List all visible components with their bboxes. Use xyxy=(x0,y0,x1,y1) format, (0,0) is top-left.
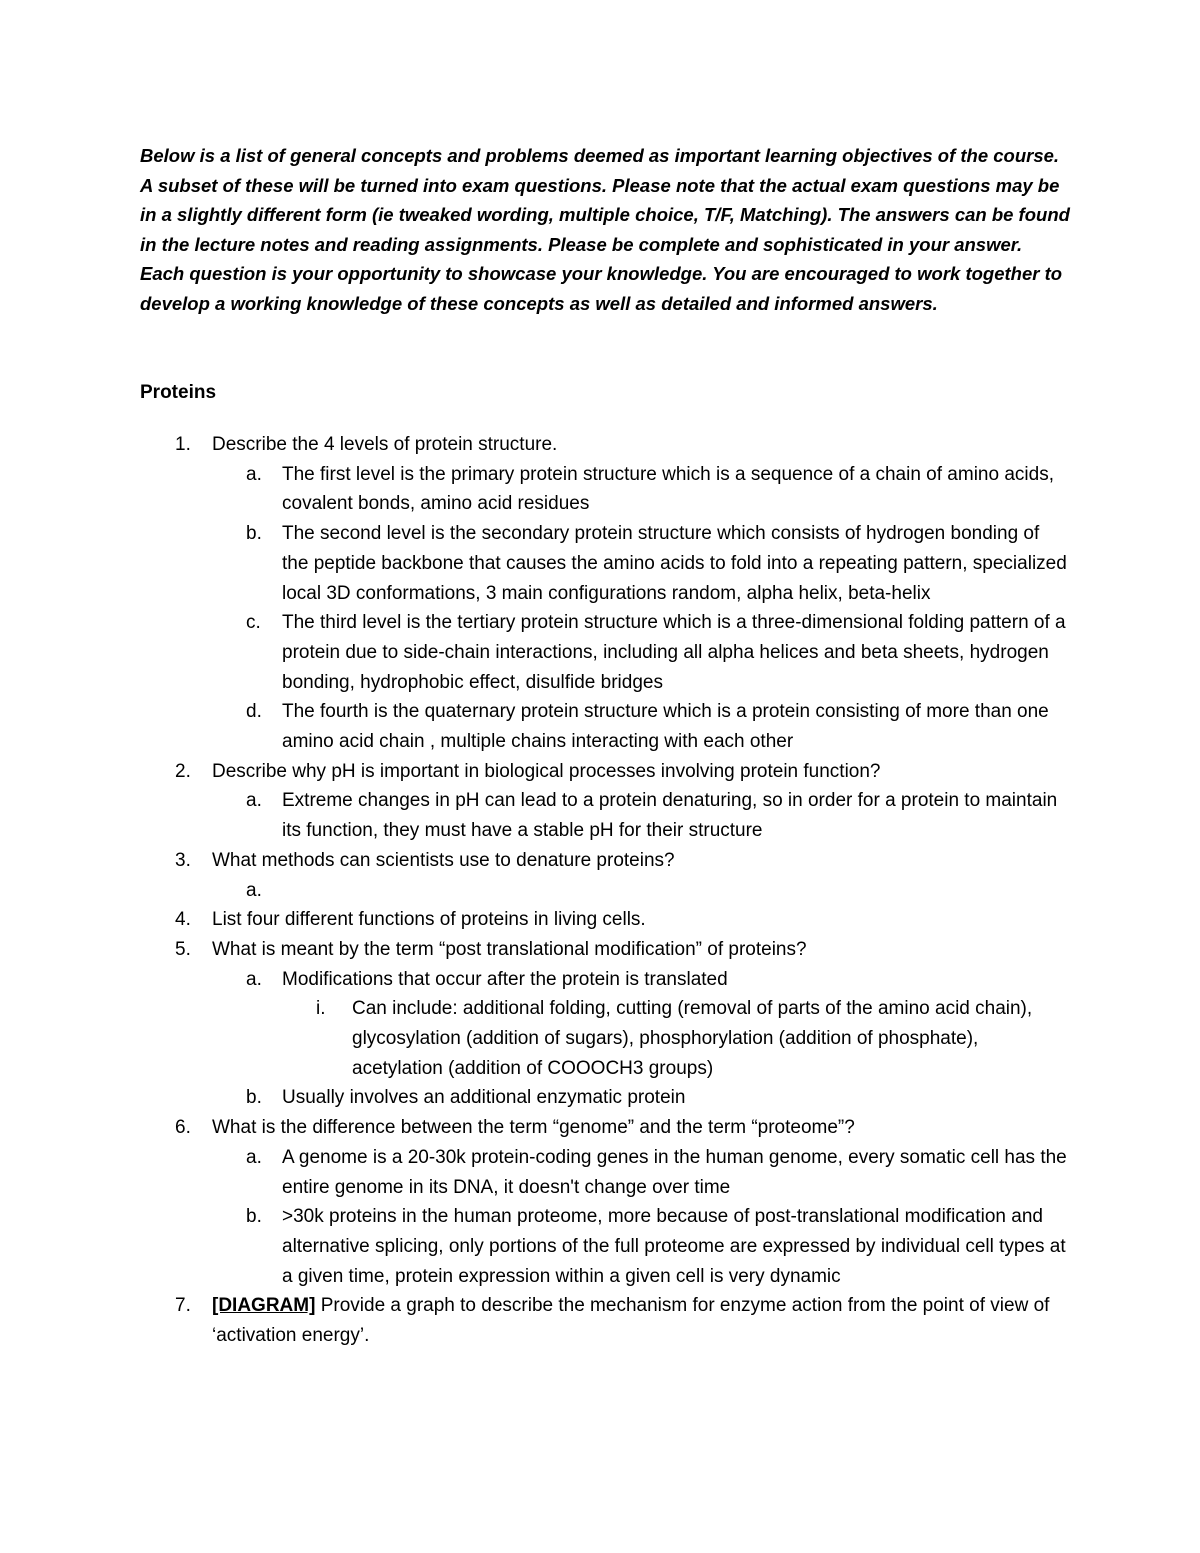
answer-marker: b. xyxy=(246,523,262,545)
question-text: List four different functions of proteins in living cells. xyxy=(212,909,646,931)
answer-1c xyxy=(140,608,1070,697)
intro-paragraph: Below is a list of general concepts and problems deemed as important learning objectives of the course. A subset of these will be turned into exam questions. Please note that the actual exam questions may be in a slightly different form (ie tweaked wording, multiple choice, T/F, Matching). The answers can be found in the lecture notes and reading assignments. Please be complete and sophisticated in your answer. Each question is your opportunity to showcase your knowledge. You are encouraged to work together to develop a working knowledge of these concepts as well as detailed and informed answers. xyxy=(140,145,1070,314)
answer-text: Usually involves an additional enzymatic protein xyxy=(282,1087,686,1109)
answer-1d xyxy=(140,697,1070,756)
answer-3a xyxy=(140,876,1070,906)
question-marker: 2. xyxy=(175,760,191,782)
question-marker: 4. xyxy=(175,909,191,931)
answer-marker: b. xyxy=(246,1206,262,1228)
question-list xyxy=(140,430,1070,1351)
answer-6b xyxy=(140,1202,1070,1291)
answer-marker: a. xyxy=(246,790,262,812)
answer-marker: d. xyxy=(246,701,262,723)
question-text: What is meant by the term “post translational modification” of proteins? xyxy=(212,938,807,960)
answer-1b xyxy=(140,519,1070,608)
question-6 xyxy=(140,1113,1070,1143)
answer-text: >30k proteins in the human proteome, more because of post-translational modification and alternative splicing, only portions of the full proteome are expressed by individual cell types at a given time, protein expression within a given cell is very dynamic xyxy=(282,1206,1066,1287)
question-marker: 6. xyxy=(175,1117,191,1139)
question-text: What methods can scientists use to denature proteins? xyxy=(212,849,675,871)
answer-marker: c. xyxy=(246,612,261,634)
answer-5a xyxy=(140,965,1070,995)
answer-marker: a. xyxy=(246,968,262,990)
answer-6a xyxy=(140,1143,1070,1202)
answer-marker: b. xyxy=(246,1087,262,1109)
answer-marker: a. xyxy=(246,463,262,485)
answer-text: Can include: additional folding, cutting (removal of parts of the amino acid chain), glycosylation (addition of sugars), phosphorylation (addition of phosphate), acetylation (addition of COOOCH3 groups) xyxy=(352,998,1033,1079)
answer-text: The second level is the secondary protein structure which consists of hydrogen bonding of the peptide backbone that causes the amino acids to fold into a repeating pattern, specialized local 3D conformations, 3 main configurations random, alpha helix, beta-helix xyxy=(282,523,1067,604)
answer-text: The first level is the primary protein structure which is a sequence of a chain of amino acids, covalent bonds, amino acid residues xyxy=(282,463,1054,515)
answer-marker: i. xyxy=(316,998,326,1020)
answer-marker: a. xyxy=(246,879,262,901)
question-marker: 3. xyxy=(175,849,191,871)
question-4 xyxy=(140,905,1070,935)
question-1 xyxy=(140,430,1070,460)
question-3 xyxy=(140,846,1070,876)
question-marker: 5. xyxy=(175,938,191,960)
answer-text: The third level is the tertiary protein structure which is a three-dimensional folding pattern of a protein due to side-chain interactions, including all alpha helices and beta sheets, hydrogen bonding, hydrophobic effect, disulfide bridges xyxy=(282,612,1066,693)
section-heading-proteins: Proteins xyxy=(140,382,217,403)
answer-1a xyxy=(140,460,1070,519)
question-7 xyxy=(140,1291,1070,1350)
answer-marker: a. xyxy=(246,1146,262,1168)
answer-text: The fourth is the quaternary protein structure which is a protein consisting of more than one amino acid chain , multiple chains interacting with each other xyxy=(282,701,1049,753)
answer-5b xyxy=(140,1083,1070,1113)
question-text: What is the difference between the term “genome” and the term “proteome”? xyxy=(212,1117,855,1139)
question-text: Describe why pH is important in biological processes involving protein function? xyxy=(212,760,881,782)
question-text: Provide a graph to describe the mechanism for enzyme action from the point of view of ‘activation energy’. xyxy=(212,1295,1050,1347)
answer-text: A genome is a 20-30k protein-coding genes in the human genome, every somatic cell has the entire genome in its DNA, it doesn't change over time xyxy=(282,1146,1067,1198)
answer-5a-i xyxy=(140,994,1070,1083)
question-marker: 1. xyxy=(175,434,191,455)
answer-2a xyxy=(140,786,1070,845)
answer-text xyxy=(282,880,287,901)
question-marker: 7. xyxy=(175,1295,191,1317)
question-2 xyxy=(140,757,1070,787)
diagram-tag: [DIAGRAM] xyxy=(212,1295,316,1317)
question-text: Describe the 4 levels of protein structure. xyxy=(212,434,558,455)
answer-text: Modifications that occur after the protein is translated xyxy=(282,968,728,990)
answer-text: Extreme changes in pH can lead to a protein denaturing, so in order for a protein to maintain its function, they must have a stable pH for their structure xyxy=(282,790,1058,842)
question-5 xyxy=(140,935,1070,965)
